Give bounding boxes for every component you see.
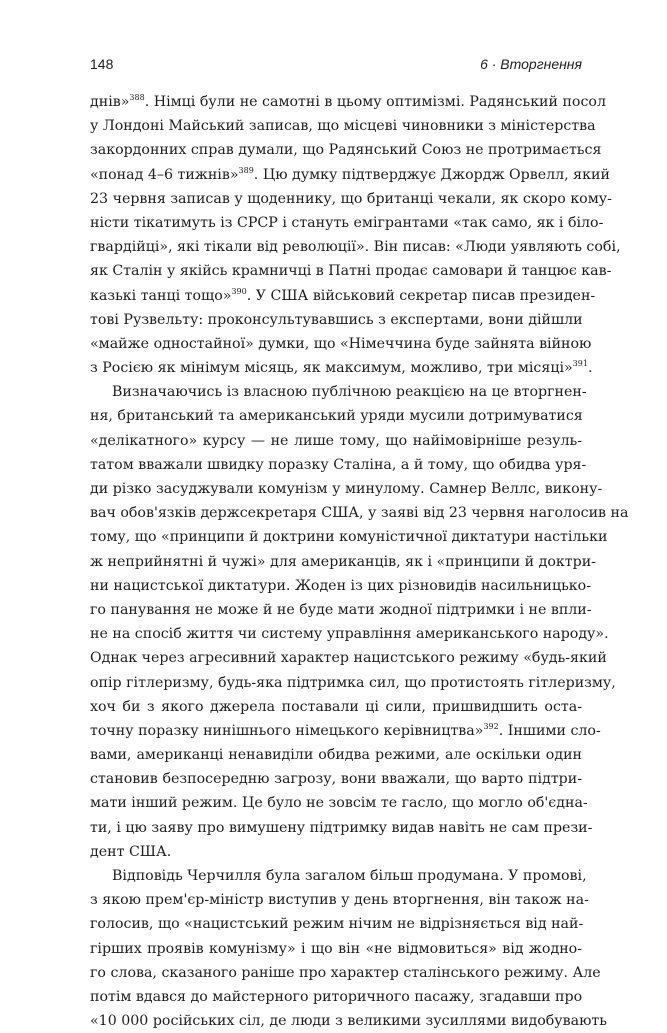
text-segment: як Сталін у якійсь крамничці в Патні продає самовари й танцює кав-: [90, 263, 612, 280]
text-segment: тому, що «принципи й доктрини комуністичної диктатури настільки: [90, 529, 608, 546]
footnote-ref: 392: [483, 721, 499, 731]
text-line: [90, 356, 593, 380]
text-line: [90, 429, 582, 453]
text-line: [90, 622, 609, 646]
text-segment: ж неприйнятні й чужі» для американців, як і «принципи й доктри-: [90, 553, 596, 570]
text-segment: з якою прем'єр-міністр виступив у день вторгнення, він також на-: [90, 892, 589, 909]
text-segment: у Лондоні Майський записав, що місцеві чиновники з міністерства: [90, 118, 596, 135]
text-line: [90, 961, 601, 985]
footnote-ref: 390: [231, 286, 247, 296]
text-line: [90, 719, 601, 743]
text-segment: «майже одностайної» думки, що «Німеччина буде зайнята війною: [90, 335, 592, 352]
text-segment: точну поразку нинішнього німецького керівництва»: [90, 722, 484, 739]
text-line: [90, 985, 582, 1009]
footnote-ref: 389: [238, 165, 254, 175]
text-segment: . Цю думку підтверджує Джордж Орвелл, який: [253, 166, 610, 183]
text-segment: ня, британський та американський уряди мусили дотримуватися: [90, 408, 583, 425]
text-line: [90, 284, 596, 308]
text-line: [90, 1009, 607, 1033]
text-segment: «делікатного» курсу — не лише тому, що найімовірніше резуль-: [90, 432, 582, 449]
chapter-title: 6 · Вторгнення: [480, 56, 582, 72]
text-segment: . Німці були не самотні в цьому оптимізмі. Радянський посол: [144, 94, 606, 110]
running-header: [90, 56, 582, 78]
text-line: [90, 211, 604, 235]
text-segment: днів»: [90, 94, 130, 110]
text-segment: становив безпосередню загрозу, вони вважали, що варто підтри-: [90, 771, 582, 788]
text-segment: Відповідь Черчилля була загалом більш продумана. У промові,: [112, 868, 587, 884]
text-line: [90, 187, 612, 211]
text-line: [90, 380, 587, 404]
text-line: [90, 574, 591, 598]
text-segment: «10 000 російських сіл, де люди з великими зусиллями видобувають: [90, 1013, 607, 1030]
text-segment: ди різко засуджували комунізм у минулому. Самнер Веллс, викону-: [90, 481, 603, 497]
text-segment: з Росією як мінімум місяць, як максимум, можливо, три місяці»: [90, 360, 573, 377]
text-segment: опір гітлеризму, будь-яка підтримка сил, що протистоять гітлеризму,: [90, 674, 616, 691]
text-line: [90, 937, 582, 961]
text-segment: татом вважали швидку поразку Сталіна, а й тому, що обидва уря-: [90, 456, 587, 473]
text-line: [90, 888, 589, 912]
text-line: [90, 598, 592, 622]
footnote-ref: 388: [129, 93, 145, 102]
text-line: [90, 332, 592, 356]
text-segment: «понад 4–6 тижнів»: [90, 166, 239, 183]
text-segment: .: [587, 360, 593, 377]
text-line: [90, 646, 607, 670]
text-line: [90, 453, 587, 477]
text-line: [90, 477, 603, 501]
text-line: [90, 259, 612, 283]
text-line: [90, 767, 582, 791]
text-segment: закордонних справ думали, що Радянський Союз не протримається: [90, 142, 602, 159]
text-segment: не на спосіб життя чи систему управління американського народу».: [90, 626, 609, 643]
text-line: [90, 308, 582, 332]
text-line: [90, 138, 602, 162]
text-segment: гірших проявів комунізму» і що він «не відмовиться» від жодно-: [90, 940, 582, 957]
text-line: [90, 114, 596, 138]
text-segment: вами, американці ненавиділи обидва режими, але оскільки один: [90, 747, 582, 764]
text-line: [90, 864, 587, 888]
text-line: [90, 816, 593, 840]
text-segment: голосив, що «нацистський режим нічим не відрізняється від най-: [90, 916, 584, 933]
text-segment: мати інший режим. Це було не зовсім те гасло, що могло об'єдна-: [90, 795, 588, 812]
body-text: [90, 90, 629, 1033]
text-segment: хоч би з якого джерела поставали ці сили, пришвидшить оста-: [90, 698, 582, 715]
text-line: [90, 525, 608, 549]
text-line: [90, 163, 610, 187]
text-segment: гвардійці», які тікали від революції». Він писав: «Люди уявляють собі,: [90, 239, 621, 256]
text-line: [90, 840, 582, 864]
text-segment: го панування не може й не буде мати жодної підтримки і не впли-: [90, 601, 592, 618]
paragraph: [90, 864, 607, 1033]
text-segment: 23 червня записав у щоденнику, що британці чекали, як скоро кому-: [90, 190, 612, 207]
text-line: [90, 235, 621, 259]
text-line: [90, 90, 606, 114]
paragraph: [90, 380, 629, 864]
text-segment: казькі танці тощо»: [90, 287, 232, 304]
text-segment: Однак через агресивний характер нацистського режиму «будь-який: [90, 650, 607, 667]
page-number: 148: [90, 56, 114, 72]
text-segment: дент США.: [90, 843, 172, 860]
text-line: [90, 501, 629, 525]
text-line: [90, 912, 582, 936]
text-segment: вач обов'язків держсекретаря США, у заяві від 23 червня наголосив на: [90, 505, 629, 522]
text-line: [90, 695, 582, 719]
text-segment: . Іншими сло-: [498, 722, 601, 739]
text-segment: ністи тікатимуть із СРСР і стануть емігрантами «так само, як і біло-: [90, 214, 604, 231]
text-line: [90, 791, 588, 815]
text-segment: ти, і цю заяву про вимушену підтримку видав навіть не сам прези-: [90, 819, 593, 836]
text-segment: тові Рузвельту: проконсультувавшись з експертами, вони дійшли: [90, 311, 583, 328]
text-segment: Визначаючись із власною публічною реакцією на це вторгнен-: [112, 384, 587, 401]
text-line: [90, 550, 596, 574]
text-line: [90, 404, 582, 428]
text-segment: го слова, сказаного раніше про характер сталінського режиму. Але: [90, 964, 601, 981]
footnote-ref: 391: [572, 359, 588, 369]
text-line: [90, 671, 616, 695]
text-segment: . У США військовий секретар писав президен-: [246, 287, 596, 304]
text-segment: потім вдався до майстерного риторичного пасажу, згадавши про: [90, 988, 583, 1005]
text-segment: ни нацистської диктатури. Жоден із цих різновидів насильницько-: [90, 577, 591, 594]
text-line: [90, 743, 582, 767]
paragraph: [90, 90, 621, 380]
